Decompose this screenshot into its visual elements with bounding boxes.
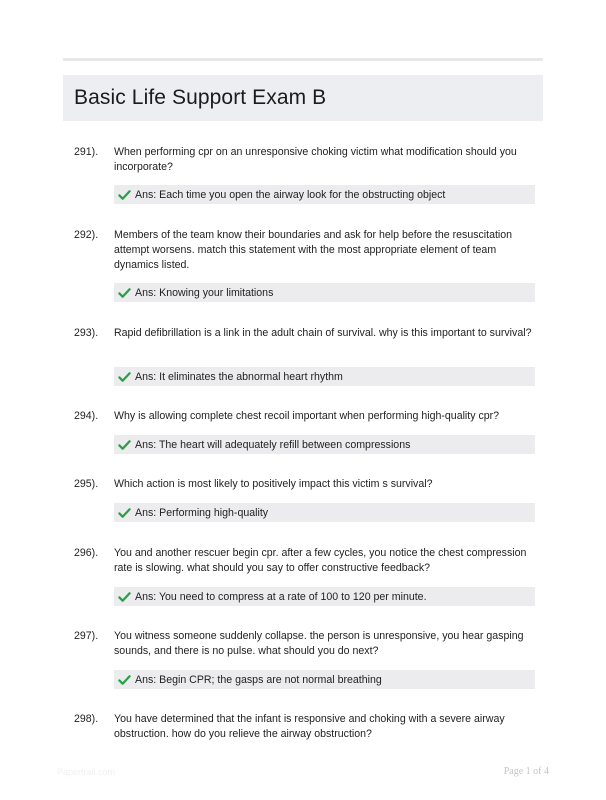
answer-text: Ans: Performing high-quality xyxy=(135,506,269,519)
answer-box xyxy=(114,587,535,606)
footer-watermark: Papertrail.com xyxy=(57,767,116,777)
question-number: 292). xyxy=(74,229,99,241)
question-text: You witness someone suddenly collapse. the person is unresponsive, you hear gasping sounds, and there is no pulse. what should you do next? xyxy=(114,630,524,657)
question-text: Rapid defibrillation is a link in the adult chain of survival. why is this important to survival? xyxy=(114,327,532,339)
answer-box xyxy=(114,367,535,386)
check-icon xyxy=(118,591,131,603)
question-number: 295). xyxy=(74,478,99,490)
answer-text: Ans: Begin CPR; the gasps are not normal breathing xyxy=(135,673,382,686)
answer-box xyxy=(114,503,535,522)
header-divider xyxy=(63,58,543,61)
question-text: You and another rescuer begin cpr. after a few cycles, you notice the chest compression rate is slowing. what should you say to offer constructive feedback? xyxy=(114,547,527,574)
question-text: Why is allowing complete chest recoil important when performing high-quality cpr? xyxy=(114,410,500,422)
check-icon xyxy=(118,507,131,519)
title-banner xyxy=(63,75,543,121)
answer-text: Ans: It eliminates the abnormal heart rhythm xyxy=(135,370,343,383)
question-number: 298). xyxy=(74,713,99,725)
question-text: You have determined that the infant is responsive and choking with a severe airway obstruction. how do you relieve the airway obstruction? xyxy=(114,713,505,740)
document-title: Basic Life Support Exam B xyxy=(74,86,327,109)
check-icon xyxy=(118,439,131,451)
check-icon xyxy=(118,287,131,299)
answer-text: Ans: You need to compress at a rate of 100 to 120 per minute. xyxy=(135,590,427,603)
question-number: 294). xyxy=(74,410,99,422)
answer-box xyxy=(114,435,535,454)
answer-box xyxy=(114,283,535,302)
answer-text: Ans: Knowing your limitations xyxy=(135,286,274,299)
question-number: 297). xyxy=(74,630,99,642)
page-indicator: Page 1 of 4 xyxy=(503,766,549,777)
check-icon xyxy=(118,674,131,686)
question-text: Members of the team know their boundaries and ask for help before the resuscitation attempt worsens. match this statement with the most appropriate element of team dynamics listed. xyxy=(114,229,513,271)
answer-box xyxy=(114,670,535,689)
question-number: 293). xyxy=(74,327,99,339)
question-number: 296). xyxy=(74,547,99,559)
answer-text: Ans: The heart will adequately refill between compressions xyxy=(135,438,411,451)
question-number: 291). xyxy=(74,146,99,158)
question-text: Which action is most likely to positively impact this victim s survival? xyxy=(114,478,433,490)
check-icon xyxy=(118,189,131,201)
question-text: When performing cpr on an unresponsive choking victim what modification should you incorporate? xyxy=(114,146,517,173)
check-icon xyxy=(118,371,131,383)
answer-box xyxy=(114,185,535,204)
answer-text: Ans: Each time you open the airway look for the obstructing object xyxy=(135,188,446,201)
